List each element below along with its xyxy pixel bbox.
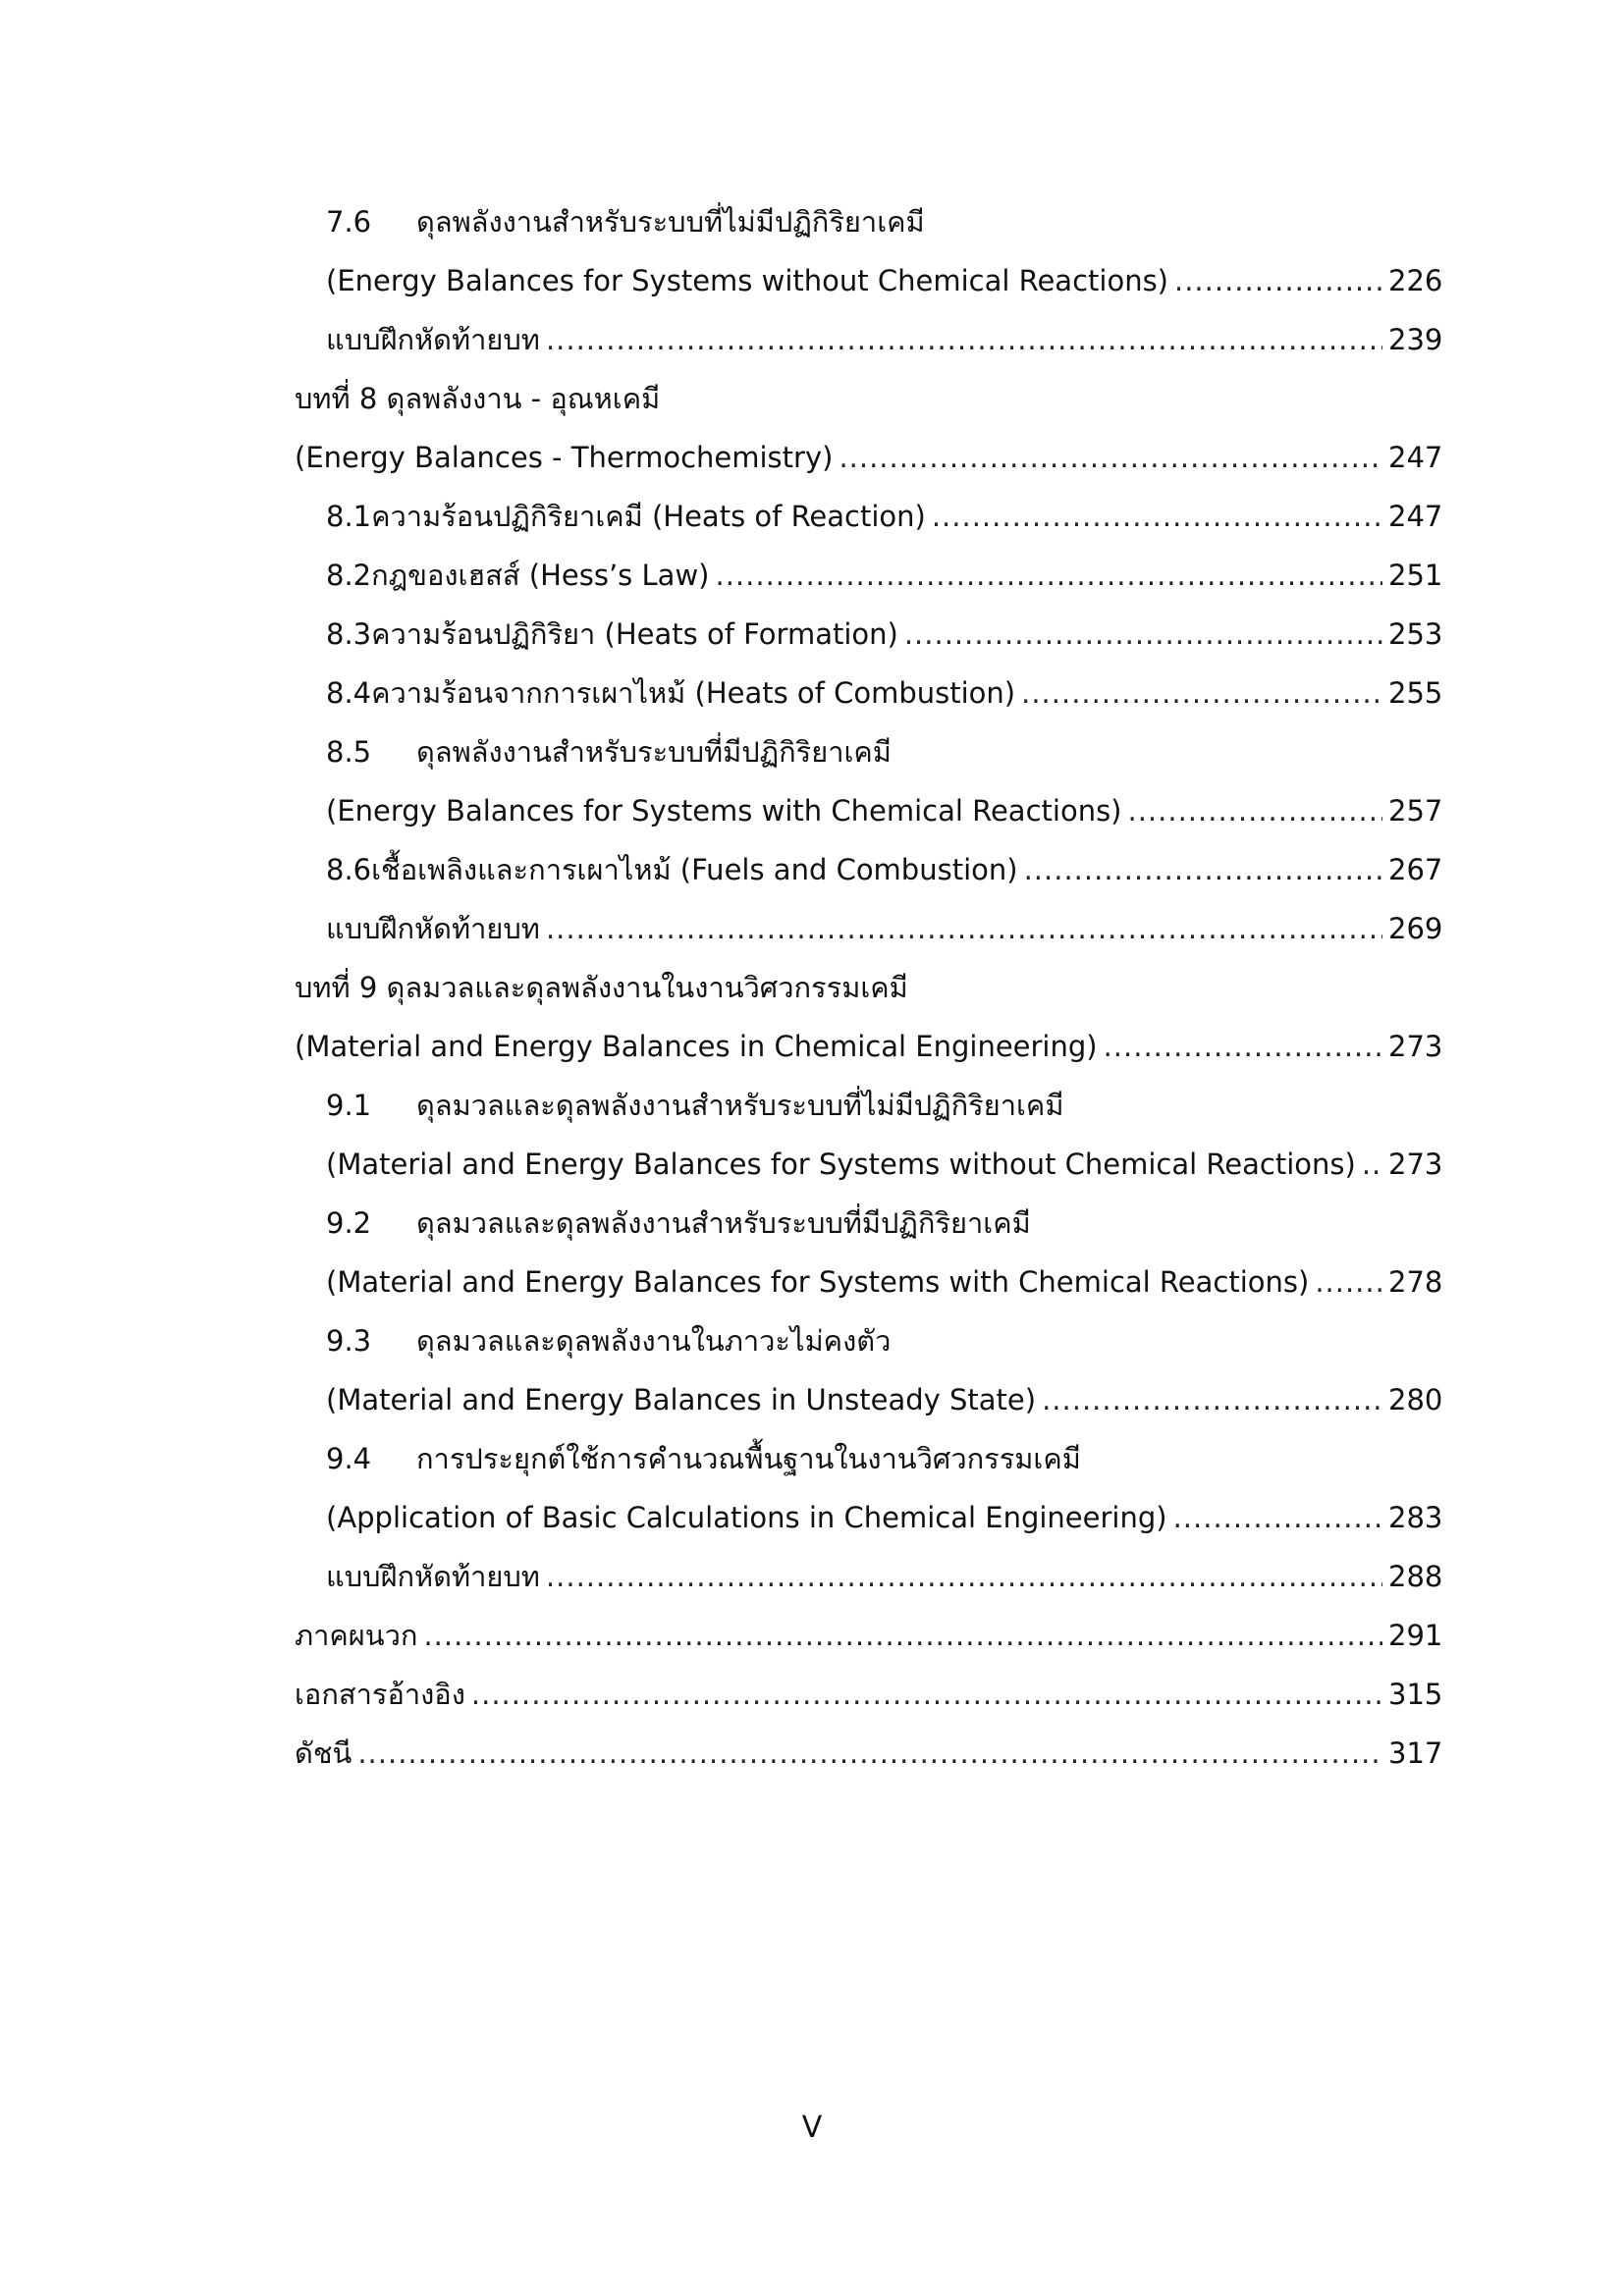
toc-entry	[295, 840, 1443, 899]
toc-entry-page: 255	[1388, 675, 1443, 710]
toc-entry	[295, 251, 1443, 310]
toc-entry-label: การประยุกต์ใช้การคำนวณพื้นฐานในงานวิศวกรรมเคมี	[416, 1441, 1081, 1475]
toc-entry	[295, 1547, 1443, 1606]
toc-entry	[295, 487, 1443, 546]
toc-entry-label: (Material and Energy Balances in Chemical Engineering)	[295, 1029, 1098, 1063]
dot-leader	[471, 1681, 1382, 1709]
toc-entry	[295, 428, 1443, 487]
toc-entry	[295, 1429, 1439, 1488]
toc-entry	[295, 192, 1439, 251]
dot-leader	[1104, 1033, 1382, 1061]
dot-leader	[1128, 797, 1383, 826]
toc-entry	[295, 722, 1439, 781]
toc-entry-page: 291	[1388, 1618, 1443, 1652]
toc-entry-label: เชื้อเพลิงและการเผาไหม้ (Fuels and Combustion)	[371, 852, 1018, 886]
toc-entry-page: 280	[1388, 1382, 1443, 1416]
dot-leader	[1042, 1386, 1382, 1415]
toc-entry-label: แบบฝึกหัดท้ายบท	[326, 911, 540, 945]
toc-entry	[295, 1135, 1443, 1194]
toc-entry-page: 253	[1388, 616, 1443, 651]
toc-entry-number: 9.4	[326, 1441, 372, 1475]
toc-entry-label: (Material and Energy Balances for Systems without Chemical Reactions)	[326, 1147, 1356, 1181]
toc-entry-page: 239	[1388, 322, 1443, 356]
toc-entry-number: 9.3	[326, 1323, 372, 1358]
toc-entry-page: 273	[1388, 1147, 1443, 1181]
toc-entry-label: (Energy Balances for Systems with Chemical Reactions)	[326, 793, 1122, 828]
toc-entry-number: 8.4	[326, 675, 372, 710]
toc-entry	[295, 605, 1443, 664]
dot-leader	[1362, 1150, 1382, 1179]
dot-leader	[546, 915, 1382, 943]
dot-leader	[1024, 856, 1382, 884]
toc-entry-number: 9.1	[326, 1088, 372, 1122]
toc-entry-page: 288	[1388, 1559, 1443, 1593]
toc-entry-page: 269	[1388, 911, 1443, 945]
toc-entry	[295, 1253, 1443, 1311]
dot-leader	[839, 444, 1382, 472]
toc-entry	[295, 1311, 1439, 1370]
toc-entry	[295, 1194, 1439, 1253]
toc-entry-label: ดัชนี	[295, 1735, 352, 1770]
toc-entry-label: ความร้อนปฏิกิริยา (Heats of Formation)	[371, 616, 898, 651]
toc-entry	[295, 1370, 1443, 1429]
toc-entry-number: 8.1	[326, 499, 372, 533]
dot-leader	[1173, 1504, 1382, 1532]
toc-entry-page: 226	[1388, 263, 1443, 297]
toc-entry-page: 273	[1388, 1029, 1443, 1063]
toc-entry-page: 247	[1388, 499, 1443, 533]
toc-entry-page: 278	[1388, 1264, 1443, 1299]
toc-entry-label: บทที่ 9 ดุลมวลและดุลพลังงานในงานวิศวกรรมเคมี	[295, 970, 908, 1004]
dot-leader	[904, 620, 1382, 649]
toc-entry-number: 8.3	[326, 616, 372, 651]
toc-entry-page: 251	[1388, 558, 1443, 592]
toc-entry-label: (Material and Energy Balances for Systems with Chemical Reactions)	[326, 1264, 1310, 1299]
dot-leader	[1315, 1268, 1382, 1297]
toc-entry	[295, 781, 1443, 840]
toc-entry-label: บทที่ 8 ดุลพลังงาน - อุณหเคมี	[295, 381, 661, 415]
toc-entry-page: 247	[1388, 440, 1443, 474]
dot-leader	[932, 503, 1382, 531]
toc-entry	[295, 899, 1443, 958]
toc-entry	[295, 1665, 1443, 1724]
toc-entry	[295, 664, 1443, 722]
toc-entry	[295, 958, 1439, 1017]
table-of-contents	[295, 192, 1443, 1783]
toc-entry	[295, 369, 1439, 428]
toc-entry-number: 8.6	[326, 852, 372, 886]
toc-entry-label: (Energy Balances - Thermochemistry)	[295, 440, 834, 474]
toc-entry-label: ดุลพลังงานสำหรับระบบที่ไม่มีปฏิกิริยาเคมี	[416, 204, 925, 239]
toc-entry-number: 8.2	[326, 558, 372, 592]
toc-entry-label: ภาคผนวก	[295, 1618, 418, 1652]
toc-entry	[295, 1606, 1443, 1665]
toc-entry	[295, 1017, 1443, 1076]
toc-entry	[295, 546, 1443, 605]
toc-entry-page: 317	[1388, 1735, 1443, 1770]
toc-entry-label: กฎของเฮสส์ (Hess’s Law)	[371, 558, 710, 592]
dot-leader	[423, 1622, 1382, 1650]
toc-entry	[295, 1076, 1439, 1135]
toc-entry-label: ดุลมวลและดุลพลังงานสำหรับระบบที่มีปฏิกิริยาเคมี	[416, 1205, 1031, 1240]
toc-entry-label: ความร้อนปฏิกิริยาเคมี (Heats of Reaction)	[371, 499, 926, 533]
dot-leader	[1021, 679, 1382, 708]
toc-entry-number: 8.5	[326, 734, 372, 769]
toc-entry-label: (Energy Balances for Systems without Chemical Reactions)	[326, 263, 1168, 297]
toc-entry-label: ความร้อนจากการเผาไหม้ (Heats of Combustion)	[371, 675, 1016, 710]
dot-leader	[546, 1563, 1382, 1591]
toc-entry-number: 9.2	[326, 1205, 372, 1240]
toc-entry-label: ดุลมวลและดุลพลังงานในภาวะไม่คงตัว	[416, 1323, 892, 1358]
toc-entry-page: 257	[1388, 793, 1443, 828]
toc-entry	[295, 310, 1443, 369]
toc-entry-label: แบบฝึกหัดท้ายบท	[326, 322, 540, 356]
toc-entry-label: (Material and Energy Balances in Unsteady State)	[326, 1382, 1037, 1416]
toc-entry-page: 315	[1388, 1677, 1443, 1711]
page-number: V	[801, 2110, 823, 2145]
toc-entry-page: 283	[1388, 1500, 1443, 1534]
toc-entry-number: 7.6	[326, 204, 372, 239]
dot-leader	[715, 561, 1382, 590]
dot-leader	[357, 1739, 1382, 1768]
toc-entry	[295, 1488, 1443, 1547]
toc-entry-label: ดุลมวลและดุลพลังงานสำหรับระบบที่ไม่มีปฏิกิริยาเคมี	[416, 1088, 1064, 1122]
toc-entry-label: เอกสารอ้างอิง	[295, 1677, 465, 1711]
toc-entry-label: ดุลพลังงานสำหรับระบบที่มีปฏิกิริยาเคมี	[416, 734, 892, 769]
toc-entry-page: 267	[1388, 852, 1443, 886]
dot-leader	[1174, 267, 1382, 295]
toc-entry-label: แบบฝึกหัดท้ายบท	[326, 1559, 540, 1593]
toc-entry	[295, 1724, 1443, 1783]
toc-entry-label: (Application of Basic Calculations in Chemical Engineering)	[326, 1500, 1167, 1534]
dot-leader	[546, 326, 1382, 354]
